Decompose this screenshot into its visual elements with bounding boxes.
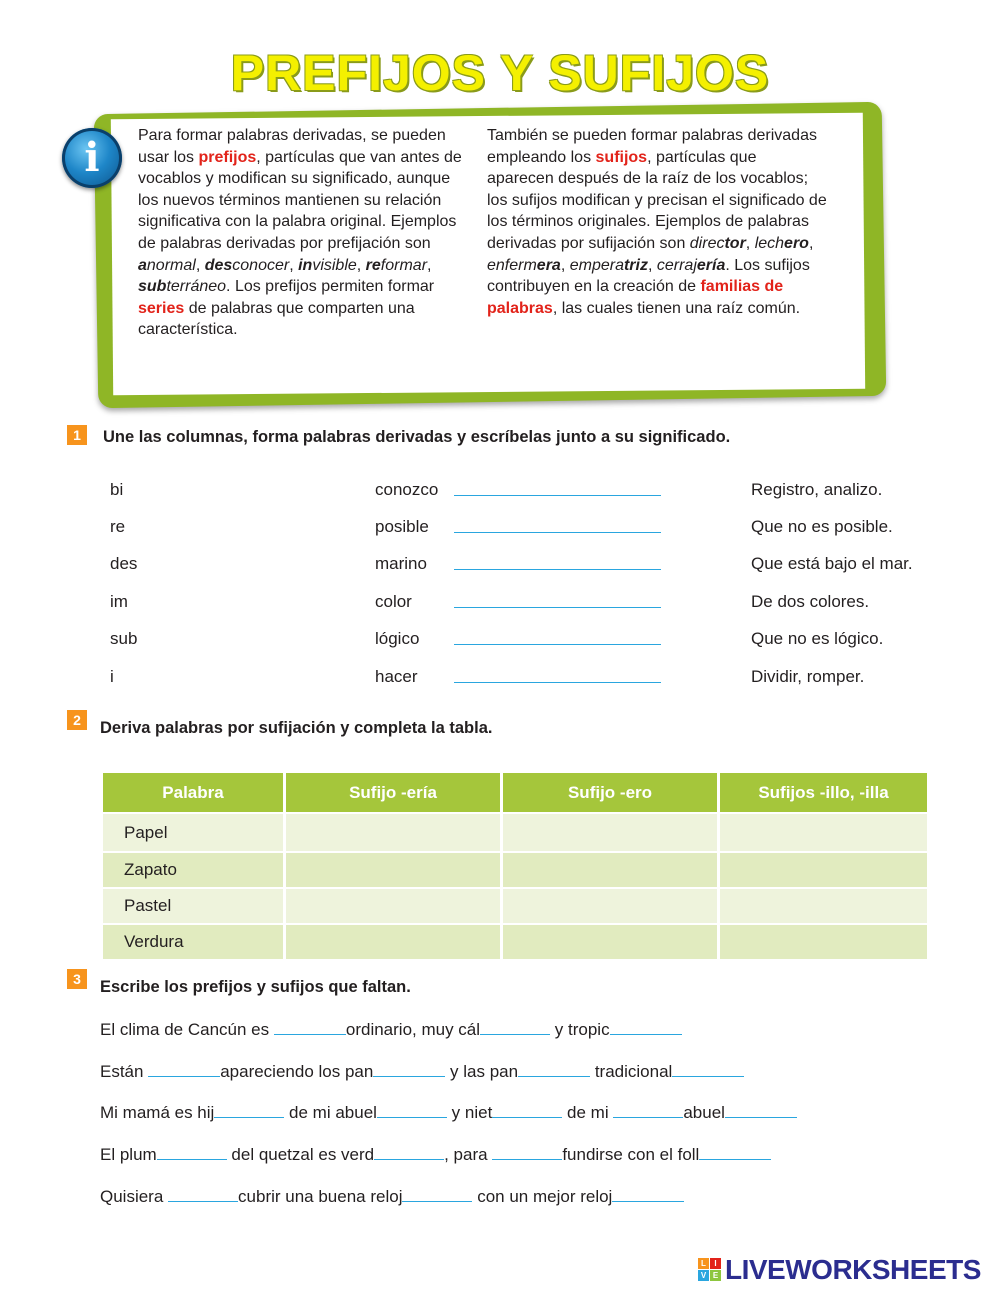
table-word-cell: Pastel (103, 888, 285, 924)
fill-blank[interactable] (214, 1103, 284, 1118)
logo-cube: V (698, 1270, 709, 1281)
sentence-text: ordinario, muy cál (345, 1020, 481, 1039)
answer-blank[interactable] (454, 644, 661, 645)
table-answer-cell[interactable] (719, 888, 928, 924)
info-text-segment: , partículas que van antes de vocablos y modifican su significado, aunque los nuevos términos mantienen su relación significativa con la palabra original. Ejemplos de palabras derivadas por prefijación son (138, 148, 462, 252)
sentence-text: Quisiera (100, 1187, 169, 1206)
meaning-item: Que está bajo el mar. (751, 554, 913, 573)
sentence-text: El clima de Cancún es (100, 1020, 274, 1039)
prefix-item: re (110, 517, 126, 536)
info-text-segment: También se pueden formar palabras derivadas empleando los (487, 127, 817, 166)
fill-blank[interactable] (725, 1103, 797, 1118)
logo-cube: I (710, 1258, 721, 1269)
info-text-segment: conocer (232, 256, 290, 274)
info-text-segment: , (289, 256, 299, 274)
info-text-segment: , (560, 256, 570, 274)
table-word-cell: Papel (103, 813, 285, 852)
fill-blank[interactable] (672, 1062, 744, 1077)
sentence-text: tradicional (590, 1062, 673, 1081)
prefix-item: sub (110, 629, 138, 648)
sentence-line (100, 1145, 771, 1165)
prefix-item: i (110, 667, 114, 686)
sentence-text: , para (444, 1145, 493, 1164)
suffix-table (103, 773, 927, 959)
table-answer-cell[interactable] (502, 813, 719, 852)
table-answer-cell[interactable] (502, 888, 719, 924)
table-answer-cell[interactable] (502, 852, 719, 888)
fill-blank[interactable] (492, 1103, 562, 1118)
sentence-text: cubrir una buena reloj (238, 1187, 403, 1206)
info-text-segment: cerraj (656, 256, 697, 274)
table-answer-cell[interactable] (502, 924, 719, 959)
info-text-segment: sufijos (595, 148, 648, 166)
answer-blank[interactable] (454, 495, 661, 496)
table-row (103, 852, 927, 888)
info-text-segment: Para formar palabras derivadas, se pueden usar los (138, 127, 446, 166)
info-text-segment: , (195, 256, 205, 274)
activity-2-number: 2 (67, 710, 87, 730)
table-word-cell: Zapato (103, 852, 285, 888)
info-text-segment: formar (380, 256, 428, 274)
meaning-item: Que no es lógico. (751, 629, 884, 648)
table-answer-cell[interactable] (719, 924, 928, 959)
root-item: lógico (375, 629, 420, 648)
info-text-segment: normal (146, 256, 196, 274)
sentence-line (100, 1062, 744, 1082)
sentence-text: con un mejor reloj (472, 1187, 613, 1206)
table-word-cell: Verdura (103, 924, 285, 959)
fill-blank[interactable] (699, 1145, 771, 1160)
answer-blank[interactable] (454, 607, 661, 608)
sentence-text: abuel (683, 1103, 725, 1122)
fill-blank[interactable] (613, 1103, 683, 1118)
info-text-segment: direc (689, 234, 725, 252)
sentence-text: Están (100, 1062, 149, 1081)
root-item: conozco (375, 480, 439, 499)
prefix-item: im (110, 592, 128, 611)
answer-blank[interactable] (454, 569, 661, 570)
info-text-segment: , (647, 256, 657, 274)
sentence-text: apareciendo los pan (220, 1062, 374, 1081)
fill-blank[interactable] (480, 1020, 550, 1035)
info-text-sufijos (487, 125, 827, 319)
info-text-segment: , partículas que aparecen después de la raíz de los vocablos; los sufijos modifican y precisan el significado de los términos originales. Ejemplos de palabras derivadas por sufijación son (487, 148, 827, 252)
info-text-segment: enferm (487, 256, 537, 274)
info-text-segment: sub (138, 278, 167, 296)
sentence-text: y tropic (550, 1020, 610, 1039)
info-text-segment: des (204, 256, 233, 274)
logo-cube: E (710, 1270, 721, 1281)
table-header: Palabra (103, 773, 285, 813)
fill-blank[interactable] (518, 1062, 590, 1077)
fill-blank[interactable] (492, 1145, 562, 1160)
root-item: hacer (375, 667, 418, 686)
meaning-item: Dividir, romper. (751, 667, 865, 686)
fill-blank[interactable] (373, 1062, 445, 1077)
info-text-segment: , (808, 234, 814, 252)
info-text-segment: . Los sufijos contribuyen en la creación de (487, 256, 810, 296)
root-item: marino (375, 554, 427, 573)
fill-blank[interactable] (148, 1062, 220, 1077)
fill-blank[interactable] (402, 1187, 472, 1202)
info-text-segment: , (356, 256, 366, 274)
info-text-segment: lech (754, 234, 785, 252)
info-text-segment: terráneo (166, 278, 227, 296)
fill-blank[interactable] (610, 1020, 682, 1035)
table-answer-cell[interactable] (719, 852, 928, 888)
info-text-segment: era (536, 256, 561, 274)
fill-blank[interactable] (612, 1187, 684, 1202)
meaning-item: Registro, analizo. (751, 480, 883, 499)
sentence-text: Mi mamá es hij (100, 1103, 215, 1122)
table-row (103, 924, 927, 959)
sentence-text: de mi (562, 1103, 614, 1122)
logo-text: LIVEWORKSHEETS (725, 1254, 981, 1285)
sentence-text: de mi abuel (284, 1103, 377, 1122)
sentence-text: fundirse con el foll (562, 1145, 700, 1164)
info-text-segment: in (298, 256, 313, 274)
fill-blank[interactable] (274, 1020, 346, 1035)
info-text-segment: , (427, 256, 432, 274)
answer-blank[interactable] (454, 682, 661, 683)
activity-3-number: 3 (67, 969, 87, 989)
info-text-segment: ero (784, 234, 809, 252)
table-header-row (103, 773, 927, 813)
logo-cube: L (698, 1258, 709, 1269)
root-item: posible (375, 517, 429, 536)
activity-1-number: 1 (67, 425, 87, 445)
info-text-segment: empera (569, 256, 624, 274)
table-row (103, 813, 927, 852)
activity-3-instruction: Escribe los prefijos y sufijos que faltan. (100, 978, 411, 996)
info-text-segment: , (745, 234, 755, 252)
info-text-segment: tor (724, 234, 746, 252)
meaning-item: Que no es posible. (751, 517, 893, 536)
info-text-prefijos (138, 125, 468, 341)
sentence-text: El plum (100, 1145, 157, 1164)
answer-blank[interactable] (454, 532, 661, 533)
activity-1-instruction: Une las columnas, forma palabras derivadas y escríbelas junto a su significado. (103, 428, 731, 446)
sentence-line (100, 1020, 682, 1040)
info-text-segment: prefijos (198, 148, 257, 166)
table-header: Sufijo -ero (502, 773, 719, 813)
info-text-segment: ería (696, 256, 726, 274)
info-text-segment: a (138, 256, 147, 274)
info-icon: i (62, 128, 122, 188)
table-answer-cell[interactable] (285, 924, 502, 959)
info-text-segment: . Los prefijos permiten formar (226, 278, 435, 296)
info-text-segment: visible (312, 256, 357, 274)
info-text-segment: re (365, 256, 381, 274)
prefix-item: des (110, 554, 138, 573)
activity-2-instruction: Deriva palabras por sufijación y completa la tabla. (100, 719, 493, 737)
table-answer-cell[interactable] (285, 852, 502, 888)
fill-blank[interactable] (377, 1103, 447, 1118)
info-text-segment: triz (623, 256, 648, 274)
sentence-text: y niet (446, 1103, 493, 1122)
prefix-item: bi (110, 480, 124, 499)
meaning-item: De dos colores. (751, 592, 870, 611)
table-header: Sufijos -illo, -illa (719, 773, 928, 813)
info-text-segment: familias de palabras (487, 278, 784, 317)
table-answer-cell[interactable] (285, 888, 502, 924)
page-title: PREFIJOS Y SUFIJOS (230, 45, 770, 101)
table-answer-cell[interactable] (285, 813, 502, 852)
sentence-text: del quetzal es verd (226, 1145, 375, 1164)
table-row (103, 888, 927, 924)
table-header: Sufijo -ería (285, 773, 502, 813)
fill-blank[interactable] (374, 1145, 444, 1160)
sentence-line (100, 1187, 684, 1207)
sentence-text: y las pan (445, 1062, 519, 1081)
fill-blank[interactable] (168, 1187, 238, 1202)
sentence-line (100, 1103, 797, 1123)
info-text-segment: de palabras que comparten una característica. (138, 299, 415, 339)
logo-cubes-icon (698, 1258, 722, 1282)
info-text-segment: , las cuales tienen una raíz común. (552, 299, 801, 317)
info-text-segment: series (138, 299, 185, 317)
root-item: color (375, 592, 412, 611)
fill-blank[interactable] (157, 1145, 227, 1160)
table-answer-cell[interactable] (719, 813, 928, 852)
